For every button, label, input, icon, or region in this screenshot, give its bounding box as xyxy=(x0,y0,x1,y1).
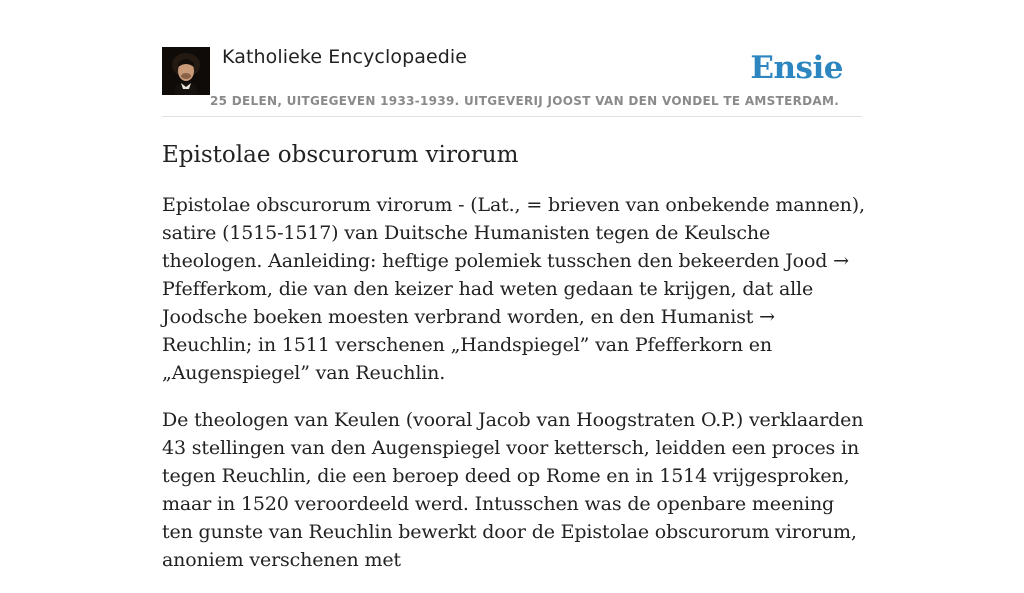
site-header xyxy=(162,46,862,117)
ensie-logo[interactable]: Ensie xyxy=(750,50,843,86)
article xyxy=(162,138,867,593)
article-paragraph: De theologen van Keulen (vooral Jacob van Hoogstraten O.P.) verklaarden 43 stellingen van den Augenspiegel voor kettersch, leidden een proces in tegen Reuchlin, die een beroep deed op Rome en in 1514 vrijgesproken, maar in 1520 veroordeeld werd. Intusschen was de openbare meening ten gunste van Reuchlin bewerkt door de Epistolae obscurorum virorum, anoniem verschenen met xyxy=(162,409,864,571)
article-paragraph: Epistolae obscurorum virorum - (Lat., = brieven van onbekende mannen), satire (1515-1517) van Duitsche Humanisten tegen de Keulsche theologen. Aanleiding: heftige polemiek tusschen den bekeerden Jood → Pfefferkom, die van den keizer had weten gedaan te krijgen, dat alle Joodsche boeken moesten verbrand worden, en den Humanist → Reuchlin; in 1511 verschenen „Handspiegel” van Pfefferkorn en „Augenspiegel” van Reuchlin. xyxy=(162,194,865,384)
portrait-avatar-icon[interactable] xyxy=(162,47,210,95)
article-title: Epistolae obscurorum virorum xyxy=(162,142,519,168)
source-subtitle: 25 DELEN, UITGEGEVEN 1933-1939. UITGEVERIJ JOOST VAN DEN VONDEL TE AMSTERDAM. xyxy=(210,94,840,108)
source-title[interactable]: Katholieke Encyclopaedie xyxy=(222,46,468,68)
